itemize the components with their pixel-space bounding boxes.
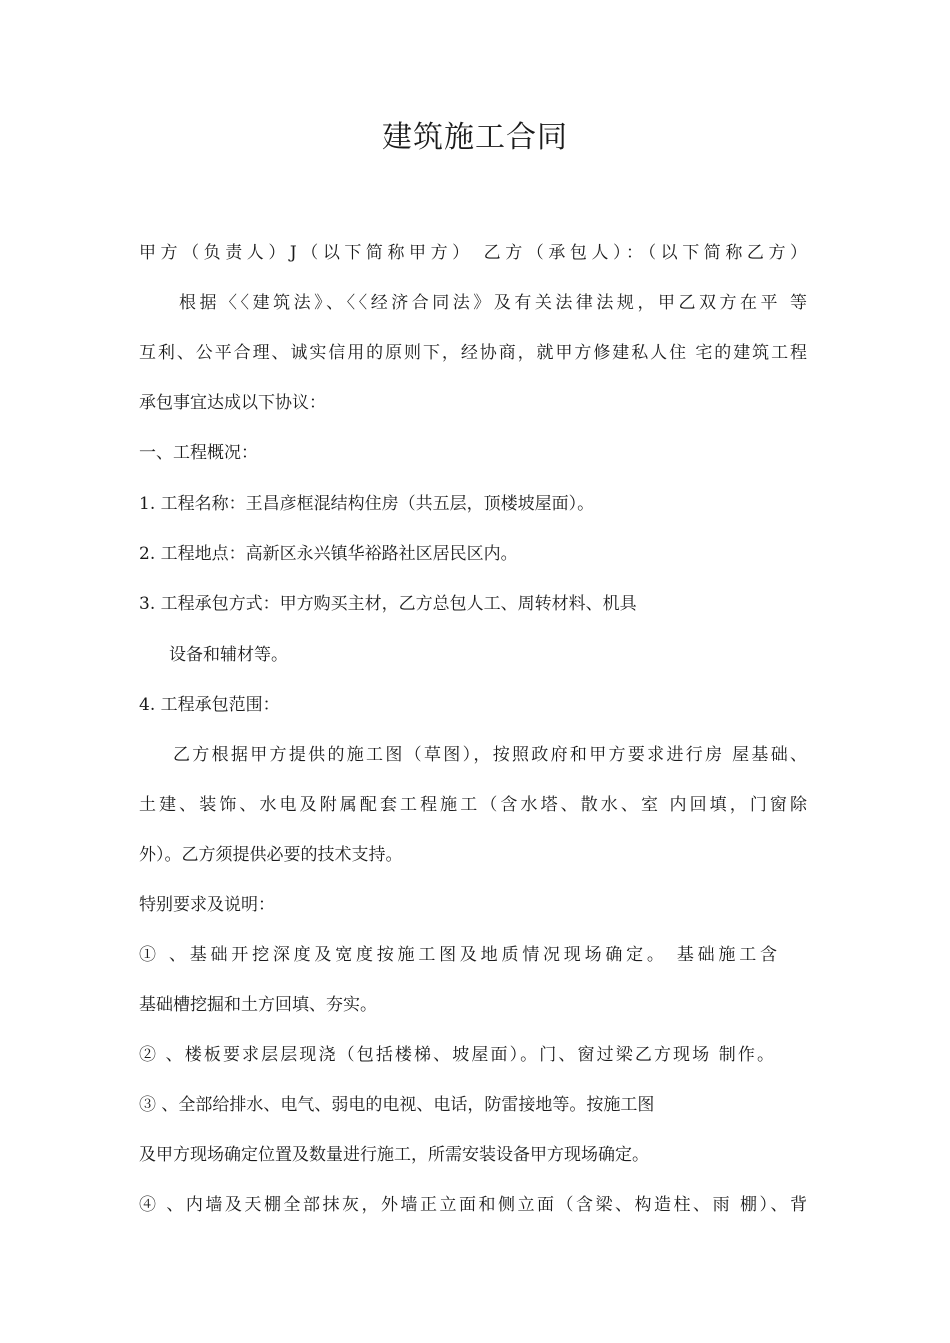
list-item-continuation: 设备和辅材等。 <box>169 645 288 665</box>
paragraph-line: 根据〈〈建筑法》、〈〈经济合同法》及有关法律法规，甲乙双方在平 等 <box>179 293 807 313</box>
list-item: 1. 工程名称：王昌彦框混结构住房（共五层，顶楼坡屋面）。 <box>139 494 595 514</box>
paragraph-line: 土建、装饰、水电及附属配套工程施工（含水塔、散水、室 内回填，门窗除 <box>139 795 807 815</box>
section-heading: 特别要求及说明： <box>139 895 275 915</box>
requirement-item: ③ 、全部给排水、电气、弱电的电视、电话，防雷接地等。按施工图 <box>139 1095 655 1115</box>
section-heading: 一、工程概况： <box>139 443 258 463</box>
list-item: 4. 工程承包范围： <box>139 695 280 715</box>
paragraph-line: 外）。乙方须提供必要的技术支持。 <box>139 845 403 865</box>
requirement-item-continuation: 及甲方现场确定位置及数量进行施工，所需安装设备甲方现场确定。 <box>139 1145 649 1165</box>
document-title: 建筑施工合同 <box>382 120 568 155</box>
paragraph-line: 承包事宜达成以下协议： <box>139 393 326 413</box>
party-line: 甲方（负责人）J（以下简称甲方） 乙方（承包人）：（以下简称乙方） <box>139 243 807 263</box>
requirement-item-continuation: 基础槽挖掘和土方回填、夯实。 <box>139 995 377 1015</box>
paragraph-line: 互利、公平合理、诚实信用的原则下，经协商，就甲方修建私人住 宅的建筑工程 <box>139 343 807 363</box>
requirement-item: ① 、基础开挖深度及宽度按施工图及地质情况现场确定。 基础施工含 <box>139 945 777 965</box>
requirement-item: ② 、楼板要求层层现浇（包括楼梯、坡屋面）。门、窗过梁乙方现场 制作。 <box>139 1045 774 1065</box>
requirement-item: ④ 、内墙及天棚全部抹灰，外墙正立面和侧立面（含梁、构造柱、雨 棚）、背 <box>139 1195 807 1215</box>
paragraph-line: 乙方根据甲方提供的施工图（草图），按照政府和甲方要求进行房 屋基础、 <box>173 745 807 765</box>
list-item: 2. 工程地点：高新区永兴镇华裕路社区居民区内。 <box>139 544 518 564</box>
list-item: 3. 工程承包方式：甲方购买主材，乙方总包人工、周转材料、机具 <box>139 594 637 614</box>
